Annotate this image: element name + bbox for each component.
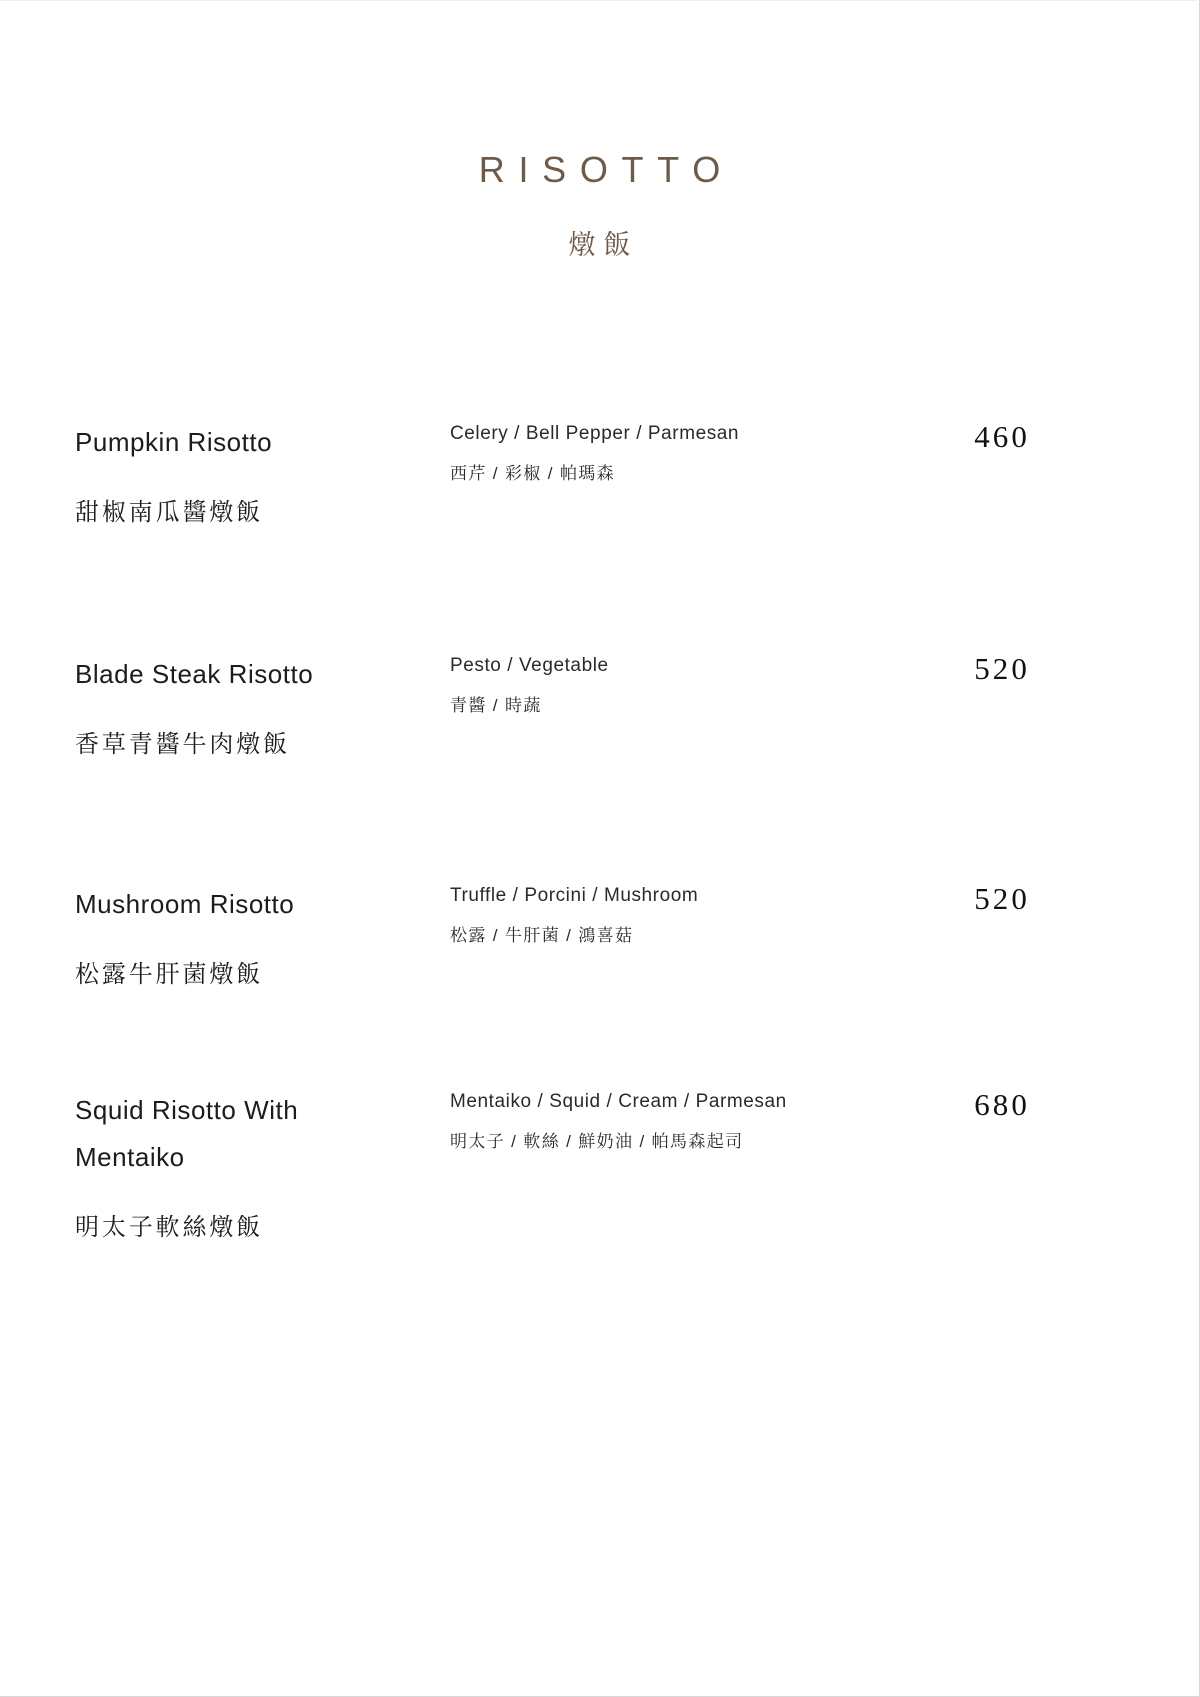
item-name-zh: 松露牛肝菌燉飯 xyxy=(75,960,264,988)
menu-item xyxy=(75,419,1030,527)
item-price: 520 xyxy=(974,881,1030,916)
item-ingredients-zh: 明太子 / 軟絲 / 鮮奶油 / 帕馬森起司 xyxy=(450,1131,744,1151)
menu-item xyxy=(75,1087,1030,1242)
item-ingredients-block xyxy=(450,1089,920,1152)
menu-subtitle: 燉飯 xyxy=(568,230,639,260)
item-ingredients-en: Pesto / Vegetable xyxy=(450,655,609,676)
item-name-block xyxy=(75,881,385,989)
item-ingredients-zh: 西芹 / 彩椒 / 帕瑪森 xyxy=(450,463,616,483)
item-price: 520 xyxy=(974,651,1030,686)
menu-title: RISOTTO xyxy=(478,149,734,190)
item-ingredients-en: Truffle / Porcini / Mushroom xyxy=(450,885,699,906)
item-ingredients-block xyxy=(450,653,920,716)
item-ingredients-block xyxy=(450,883,920,946)
item-name-en: Blade Steak Risotto xyxy=(75,659,314,689)
item-name-block xyxy=(75,419,385,527)
item-ingredients-zh: 青醬 / 時蔬 xyxy=(450,695,542,715)
item-ingredients-block xyxy=(450,421,920,484)
item-name-block xyxy=(75,651,385,759)
item-ingredients-zh: 松露 / 牛肝菌 / 鴻喜菇 xyxy=(450,925,634,945)
item-name-zh: 甜椒南瓜醬燉飯 xyxy=(75,498,264,526)
item-price: 680 xyxy=(974,1087,1030,1122)
item-name-zh: 香草青醬牛肉燉飯 xyxy=(75,730,291,758)
menu-item xyxy=(75,651,1030,759)
menu-item xyxy=(75,881,1030,989)
item-ingredients-en: Celery / Bell Pepper / Parmesan xyxy=(450,423,740,444)
item-ingredients-en: Mentaiko / Squid / Cream / Parmesan xyxy=(450,1091,787,1112)
item-name-zh: 明太子軟絲燉飯 xyxy=(75,1213,264,1241)
item-name-en: Mushroom Risotto xyxy=(75,889,295,919)
item-price: 460 xyxy=(974,419,1030,454)
item-name-en: Pumpkin Risotto xyxy=(75,427,273,457)
menu-header xyxy=(0,149,1199,262)
item-name-en: Squid Risotto With Mentaiko xyxy=(75,1095,299,1172)
item-name-block xyxy=(75,1087,385,1242)
